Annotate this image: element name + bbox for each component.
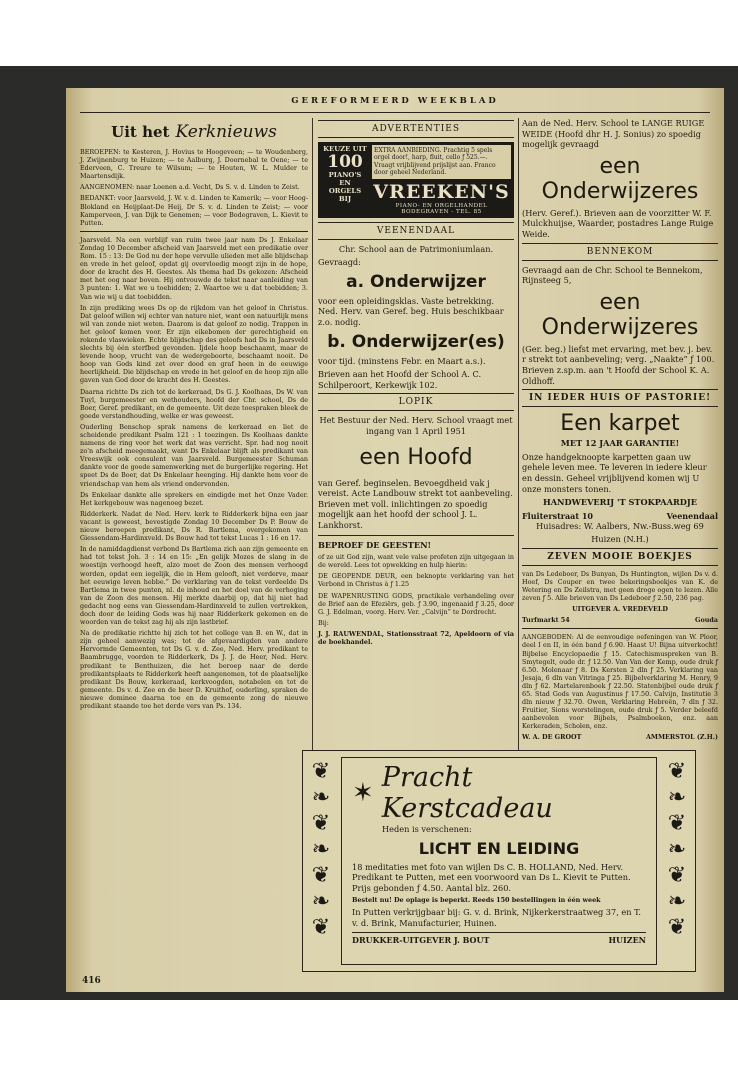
address-row xyxy=(522,733,718,741)
ad-text: Huisadres: W. Aalbers, Nw.-Buss.weg 69 xyxy=(536,520,704,531)
ad-heading: BENNEKOM xyxy=(522,243,718,261)
ad-text: Het Bestuur der Ned. Herv. School vraagt met ingang van 1 April 1951 xyxy=(319,415,513,436)
ad-text: DE GEOPENDE DEUR, een beknopte verklaring van het Verbond in Christus à ƒ 1.25 xyxy=(318,572,514,589)
page-number: 416 xyxy=(82,976,101,986)
ad-text: Brieven aan het Hoofd der School A. C. Schilperoort, Kerkewijk 102. xyxy=(318,369,482,390)
ad-sub: PIANO- EN ORGELHANDEL xyxy=(395,202,488,209)
ad-text: AANGEBODEN: Al de eenvoudige oefeningen van W. Ploor, deel I en II, in één band ƒ 6.90. Haast U! Bijna uitverkocht! Bijbelse Encyclopaedie ƒ 15. Catechismuspreken van B. Smytegelt, oude dr. ƒ 12.50. Van Van der Kemp, oude druk ƒ 6.50. Molenaar ƒ 8. Ds Kersten 2 dln ƒ 25. Verklaring van Jesaja, 6 dln van Vitringa ƒ 25. Bijbelverklaring M. Henry, 9 dln ƒ 62. Martelarenboek ƒ 22.50. Statenbijbel oude druk ƒ 65. Stad Gods van Augustinus ƒ 17.50. Calvijn, Institutie 3 dln nieuw ƒ 32.70. Owen, Verklaring Hebreën, 7 dln ƒ 32. Fruitier, Sions worstelingen, oude druk ƒ 5. Verder beleefd aanbevolen voor Bijbels, Psalmboeken, enz. aan Kerkeraden, Scholen, enz. xyxy=(522,633,718,731)
ad-headline: een Onderwijzeres xyxy=(541,289,699,340)
vreeken-ad xyxy=(318,142,514,218)
ad-brand: VREEKEN'S xyxy=(373,180,510,203)
address-city: Veenendaal xyxy=(666,510,718,521)
ad-heading: VEENENDAAL xyxy=(318,222,514,240)
paragraph: AANGENOMEN: naar Loenen a.d. Vecht, Ds S. v. d. Linden te Zeist. xyxy=(80,183,300,192)
ad-text: In Putten verkrijgbaar bij: G. v. d. Brink, Nijkerkerstraatweg 37, en T. v. d. Brink, Manufacturier, Huinen. xyxy=(352,907,641,929)
column-rule xyxy=(312,118,313,758)
ad-left xyxy=(321,145,369,215)
publisher-name: W. A. DE GROOT xyxy=(522,733,582,742)
right-column xyxy=(522,118,718,741)
divider xyxy=(80,231,308,232)
ad-text: MET 12 JAAR GARANTIE! xyxy=(560,438,680,449)
ad-text: J. J. RAUWENDAL, Stationsstraat 72, Apeldoorn of via de boekhandel. xyxy=(318,629,514,646)
ad-text: Bestelt nu! De oplage is beperkt. Reeds 150 bestellingen in één week xyxy=(352,896,601,905)
ad-text: KEUZE UIT xyxy=(323,145,367,153)
holly-border-icon: ❦ ❧ ❦ ❧ ❦ ❧ ❦ xyxy=(667,759,687,940)
ad-text: (Ger. beg.) liefst met ervaring, met bev. j. bev. r strekt tot aanbeveling; verg. „Naakte” ƒ 100. Brieven z.sp.m. aan 't Hoofd der School K. A. Oldhoff. xyxy=(522,343,715,386)
paragraph: In de namiddagdienst verbond Ds Bartlema zich aan zijn gemeente en had tot tekst Joh. 3 : 14 en 15: „En gelijk Mozes de slang in de woestijn verhoogd heeft, alzo moet de Zoon des mensen verhoogd worden, opdat een iegelijk, die in Hem gelooft, niet verderve, maar het eeuwige leven hebbe.” De verklaring van de tekst verdeelde Ds Bartlema in twee punten, nl. de inhoud en het doel van de verhoging van de Zoon des mensen. Hij merkte daarbij op, dat hij niet had gedacht nog eens van Giessendam-Hardinxveld te zullen vertrekken, doch door de leiding Gods was hij naar Ridderkerk gekomen en de woorden van de tekst zag hij als zijn lastbrief. xyxy=(80,545,308,627)
paragraph: Na de predikatie richtte hij zich tot het college van B. en W., dat in zijn geheel aanwezig was; tot de afgevaardigden van andere Hervormde Gemeenten, tot Ds G. v. d. Zee, Ned. Herv. predikant te Baambrugge, voorden te Ridderkerk, Ds J. J. de Heer, Ned. Herv. predikant te Benthuizen, die het beroep naar de derde predikantsplaats te Ridderkerk heeft aangenomen, tot de plaatselijke predikant Ds Bouw, kerkeraad, kerkvoogden, notabelen en tot de gemeente. Ds v. d. Zee en de heer D. Kruithof, ouderling, spraken de nieuwe dominee daarna toe en de gemeente zong de nieuwe predikant staande toe het derde vers van Ps. 134. xyxy=(80,629,308,710)
address-row xyxy=(522,511,718,521)
running-header: GEREFORMEERD WEEKBLAD xyxy=(291,96,499,106)
address-street: Turfmarkt 54 xyxy=(522,616,570,625)
ad-text: of ze uit God zijn, want vele valse profeten zijn uitgegaan in de wereld. Lees tot opwekking en hulp hierin: xyxy=(318,553,514,570)
advertenties-column xyxy=(318,118,514,649)
ad-headline: Een karpet xyxy=(560,411,680,437)
ad-text: van Geref. beginselen. Bevoegdheid vak j vereist. Acte Landbouw strekt tot aanbeveling. Brieven met voll. inlichtingen zo spoedig mogelijk aan het hoofd der school J. L. Lankhorst. xyxy=(318,477,513,530)
ad-text: ORGELS xyxy=(328,187,362,195)
ad-heading: BEPROEF DE GEESTEN! xyxy=(318,539,432,550)
paragraph: BEDANKT: voor Jaarsveld, J. W. v. d. Linden te Kamerik; — voor Hoog-Blokland en Heijplaat-De Heij, Dr S. v. d. Linden te Zeist; — voor Kamperveen, J. van Dijk te Genemen; — voor Bodegraven, L. Kievit te Putten. xyxy=(80,194,308,227)
ad-right xyxy=(372,145,511,215)
ad-text: PIANO'S xyxy=(328,171,362,179)
ad-offer: EXTRA AANBIEDING. Prachtig 5 spels orgel door!, harp, fluit, cello ƒ 525.—. Vraagt vrijblijvend prijslijst aan. Franco door geheel Nederland. xyxy=(372,145,511,179)
ad-sub: BODEGRAVEN - TEL. 85 xyxy=(401,208,482,215)
paragraph: Ridderkerk. Nadat de Ned. Herv. kerk te Ridderkerk bijna een jaar vacant is geweest, bevestigde Zondag 10 December Ds P. Bouw de nieuw beroepen predikant, Ds R. Bartlema, overgekomen van Giessendam-Hardinxveld. Ds Bouw had tot tekst Lucas 1 : 16 en 17. xyxy=(80,509,308,543)
address-city: Gouda xyxy=(695,616,718,625)
ad-text: voor tijd. (minstens Febr. en Maart a.s.). xyxy=(318,355,486,366)
kerst-advert xyxy=(302,750,696,972)
newspaper-page xyxy=(66,88,724,992)
publisher-row xyxy=(352,932,646,945)
ad-text: Chr. School aan de Patrimoniumlaan. xyxy=(338,243,494,254)
section-title: ADVERTENTIES xyxy=(318,120,514,138)
ad-headline: een Hoofd xyxy=(359,444,473,470)
ad-text: DE WAPENRUSTING GODS, practikale verhandeling over de Brief aan de Efeziërs, geb. ƒ 3.90, ingenaaid ƒ 3.25, door G. J. Edelman, voorg. Herv. Ver. „Calvijn” te Dordrecht. xyxy=(318,591,514,616)
section-title xyxy=(80,122,308,142)
ad-heading: IN IEDER HUIS OF PASTORIE! xyxy=(522,389,718,407)
ad-heading: ZEVEN MOOIE BOEKJES xyxy=(522,548,718,566)
column-rule xyxy=(518,118,519,758)
ad-text: Aan de Ned. Herv. School te LANGE RUIGE WEIDE (Hoofd dhr H. J. Sonius) zo spoedig mogelijk gevraagd xyxy=(522,118,705,150)
paragraph: Jaarsveld. Na een verblijf van ruim twee jaar nam Ds J. Enkelaar Zondag 10 December afscheid van Jaarsveld met een predikatie over Rom. 15 : 13: De God nu der hope vervulle ulieden met alle blijdschap en vrede in het geloof, opdat gij overvloedig moogt zijn in de hope, door de kracht des H. Geestes. Als thema had Ds gekozen: Afscheid met het oog naar boven. Hij ontvouwde de tekst naar aanleiding van 3 punten: 1. Wat we u toebidden; 2. Waartoe we u dat toebidden; 3. Van wie wij u dat toebidden. xyxy=(80,235,308,301)
holly-border-icon: ❦ ❧ ❦ ❧ ❦ ❧ ❦ xyxy=(311,759,331,940)
ad-number: 100 xyxy=(327,152,363,172)
ad-text: voor een opleidingsklas. Vaste betrekking. Ned. Herv. van Geref. beg. Huis beschikbaar z.o. nodig. xyxy=(318,295,504,327)
ad-text: Gevraagd: xyxy=(318,257,361,268)
ad-headline: b. Onderwijzer(es) xyxy=(327,331,505,352)
ad-text: van Ds Ledeboer, Ds Bunyan, Ds Huntington, wijlen Ds v. d. Hoef, Ds Couper en twee bekeringsboekjes van K. de Wetering en Ds Zeilstra, met geen droge ogen te lezen. Alle zeven ƒ 5. Alle brieven van Ds Ledeboer ƒ 2.50, 236 pag. xyxy=(522,569,718,603)
title-part: Uit het xyxy=(111,123,170,141)
kerst-title-row xyxy=(352,762,646,824)
paragraph: Ds Enkelaar dankte alle sprekers en eindigde met het Onze Vader. Het kerkgebouw was nagenoeg bezet. xyxy=(80,490,308,507)
paragraph: In zijn prediking wees Ds op de rijkdom van het geloof in Christus. Dat geloof willen wij echter van nature niet, want een natuurlijk mens wil van zonde niet weten. Daarom is dat geloof zo nodig. Trappen in het geloof komen voor. Er zijn eikebomen der gerechtigheid en rokende vlaswieken. Echte blijdschap des geloofs had Ds in Jaarsveld slechts bij één sterfbed gevonden. Ijdele hoop beschaamt, maar de levende hoop, vrucht van de wedergeboorte, beschaamt nooit. De hoop van Gods kind zet over dood en graf heen in de eeuwige heerlijkheid. Die blijdschap en vrede in het geloof en de hoop zijn alle gaven van God door de kracht des H. Geestes. xyxy=(80,303,308,385)
ad-text: Gevraagd aan de Chr. School te Bennekom, Rijnsteeg 5, xyxy=(522,264,703,286)
ad-headline: een Onderwijzeres xyxy=(541,153,699,204)
paragraph: BEROEPEN: te Kesteren, J. Hovius te Hoogeveen; — te Woudenberg, J. Zwijnenburg te Huizen; — te Aalburg, J. Doornebal te Oene; — te Ederveen, C. Treure te Wilsum; — te Houten, W. L. Mulder te Maartensdijk. xyxy=(80,148,308,181)
ad-text: Huizen (N.H.) xyxy=(591,534,649,545)
ad-text: Heden is verschenen: xyxy=(382,824,472,834)
paragraph: Ouderling Benschop sprak namens de kerkeraad en liet de scheidende predikant Psalm 121 : 1 toezingen. Ds Koolhaas dankte namens de ring voor het werk dat was verricht. Spr. had nog nooit zo'n afscheid meegemaakt, want Ds Enkelaar blijft als predikant van Vreeswijk ook consulent van Jaarsveld. Burgemeester Schuman dankte voor de goede samenwerking met de burgerlijke regering. Het speet Ds de Boer, dat Ds Enkelaar heenging. Hij dankte hem voor de vriendschap van hem als vriend ondervonden. xyxy=(80,422,308,488)
ad-headline: a. Onderwijzer xyxy=(346,271,486,292)
publisher-city: HUIZEN xyxy=(608,934,646,945)
ad-text: (Herv. Geref.). Brieven aan de voorzitter W. F. Mulckhuijse, Waarder, postadres Lange Ruige Weide. xyxy=(522,207,714,239)
ad-text: UITGEVER A. VREDEVELD xyxy=(572,605,668,614)
address-row xyxy=(522,616,718,624)
paragraph: Daarna richtte Ds zich tot de kerkeraad, Ds G. J. Koolhaas, Ds W. van Tuyl, burgemeester en wethouders, hoofd der Chr. school, Ds de Boer, Geref. predikant, en de gemeente. Uit deze toespraken bleek de goede verstandhouding, welke er was geweest. xyxy=(80,387,308,420)
kerst-frame xyxy=(341,757,657,965)
divider xyxy=(318,535,514,536)
ad-text: BIJ xyxy=(338,195,352,203)
ad-text: Onze handgeknoopte karpetten gaan uw gehele leven mee. Te leveren in iedere kleur en dessin. Geheel vrijblijvend komen wij U onze monsters tonen. xyxy=(522,451,707,494)
kerknieuws-column xyxy=(80,118,308,713)
book-title: LICHT EN LEIDING xyxy=(418,838,580,858)
header-rule xyxy=(80,112,710,113)
address-street: Fluiterstraat 10 xyxy=(522,510,593,521)
ad-text: 18 meditaties met foto van wijlen Ds C. B. HOLLAND, Ned. Herv. Predikant te Putten, met een voorwoord van Ds L. Kievit te Putten. Prijs gebonden ƒ 4.50. Aantal blz. 260. xyxy=(352,861,631,893)
ad-heading: LOPIK xyxy=(318,393,514,411)
divider xyxy=(522,628,718,629)
publisher-name: DRUKKER-UITGEVER J. BOUT xyxy=(352,934,490,945)
star-icon: ✶ xyxy=(352,778,374,808)
kerst-title: Pracht Kerstcadeau xyxy=(381,762,553,824)
title-part: Kerknieuws xyxy=(175,122,277,142)
ad-text: HANDWEVERIJ 'T STOKPAARDJE xyxy=(542,497,698,508)
ad-text: EN xyxy=(339,179,351,187)
ad-text: Bij: xyxy=(318,618,329,627)
publisher-city: AMMERSTOL (Z.H.) xyxy=(645,733,718,742)
